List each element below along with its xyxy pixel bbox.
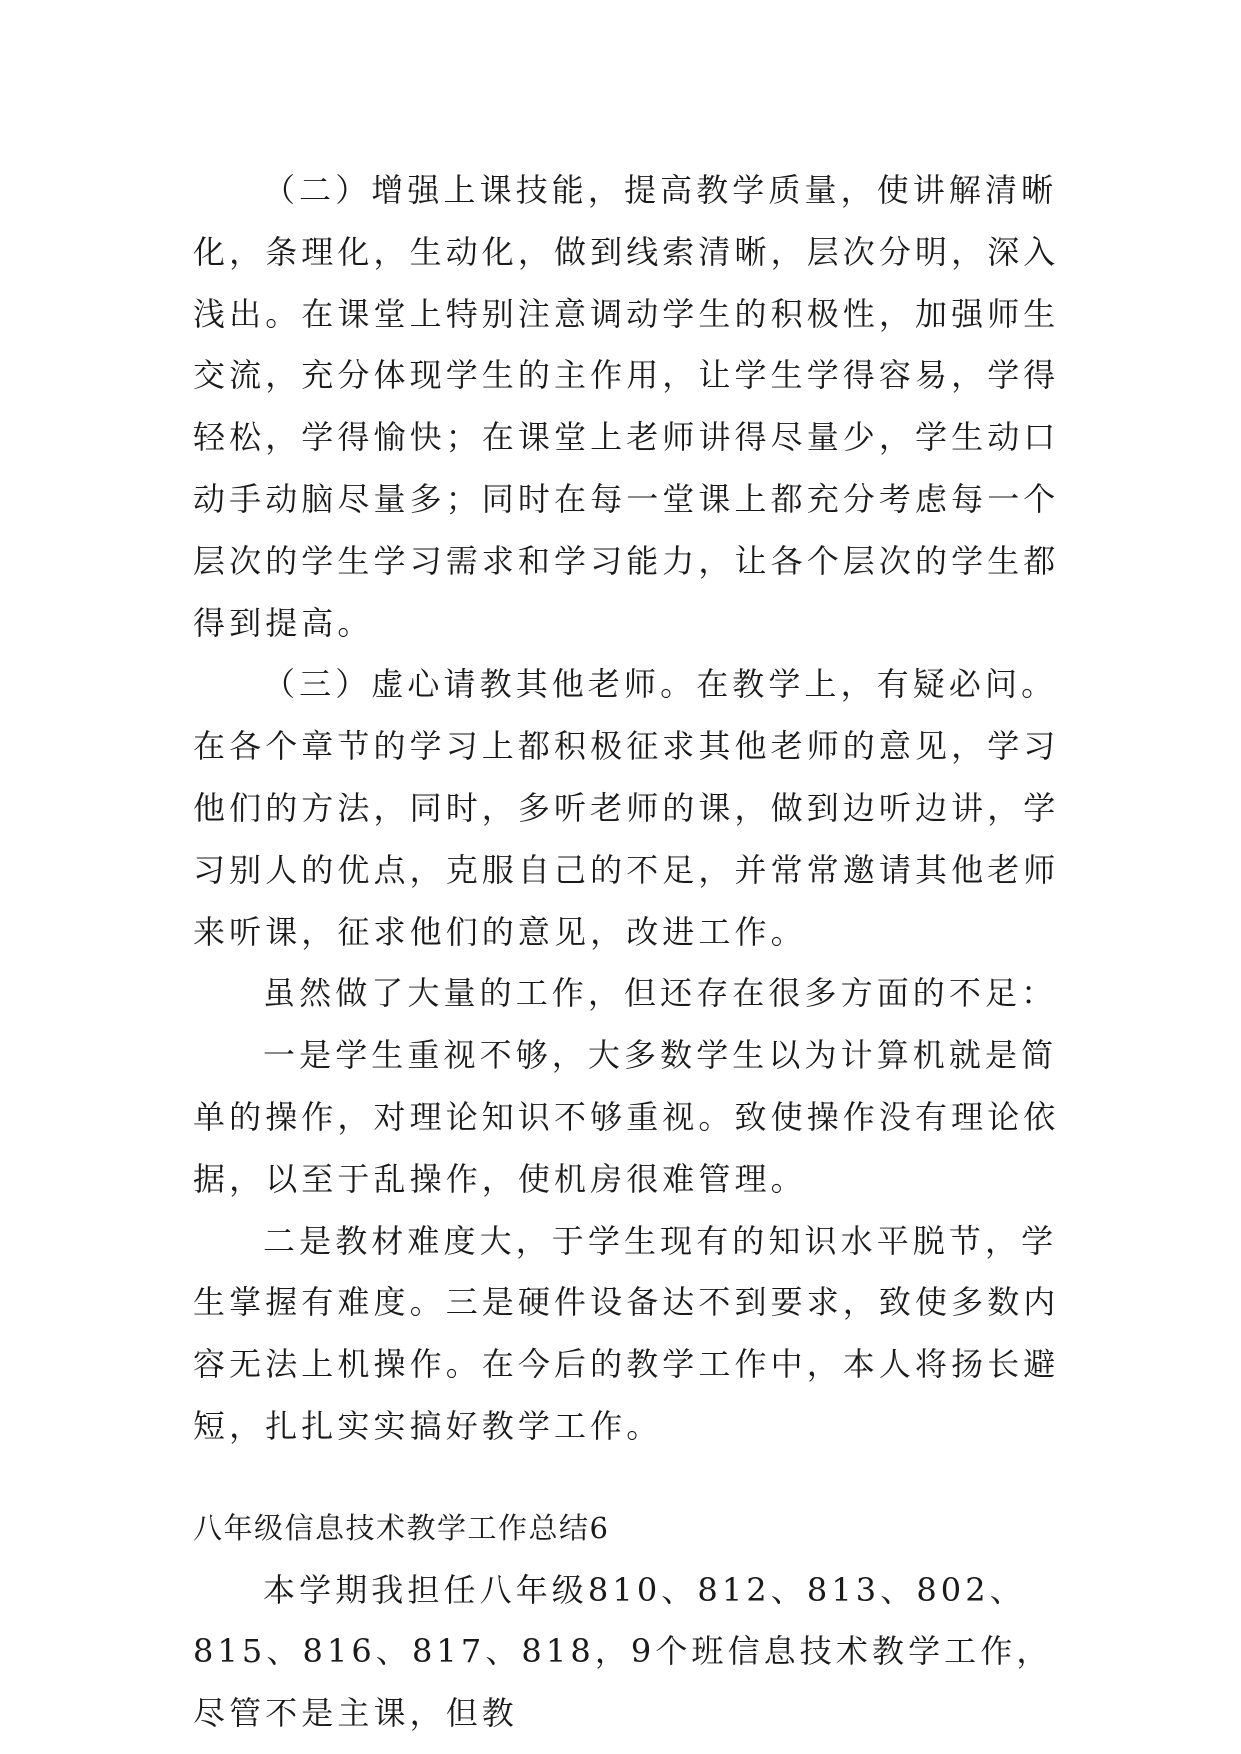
document-body (193, 160, 1073, 1745)
paragraph-shortcoming-two: 二是教材难度大，于学生现有的知识水平脱节，学生掌握有难度。三是硬件设备达不到要求，致使多数内容无法上机操作。在今后的教学工作中，本人将扬长避短，扎扎实实搞好教学工作。 (193, 1221, 1060, 1445)
paragraph-teaching-skills: （二）增强上课技能，提高教学质量，使讲解清晰化，条理化，生动化，做到线索清晰，层次分明，深入浅出。在课堂上特别注意调动学生的积极性，加强师生交流，充分体现学生的主作用，让学生学得容易，学得轻松，学得愉快；在课堂上老师讲得尽量少，学生动口动手动脑尽量多；同时在每一堂课上都充分考虑每一个层次的学生学习需求和学习能力，让各个层次的学生都得到提高。 (193, 171, 1060, 642)
section-heading: 八年级信息技术教学工作总结6 (193, 1510, 610, 1545)
paragraph-shortcoming-one: 一是学生重视不够，大多数学生以为计算机就是简单的操作，对理论知识不够重视。致使操作没有理论依据，以至于乱操作，使机房很难管理。 (193, 1036, 1060, 1198)
paragraph-semester-intro: 本学期我担任八年级810、812、813、802、815、816、817、818，9个班信息技术教学工作，尽管不是主课，但教 (193, 1570, 1053, 1733)
paragraph-shortcomings-intro: 虽然做了大量的工作，但还存在很多方面的不足： (263, 974, 1058, 1013)
paragraph-consult-teachers: （三）虚心请教其他老师。在教学上，有疑必问。在各个章节的学习上都积极征求其他老师的意见，学习他们的方法，同时，多听老师的课，做到边听边讲，学习别人的优点，克服自己的不足，并常常邀请其他老师来听课，征求他们的意见，改进工作。 (193, 665, 1060, 951)
